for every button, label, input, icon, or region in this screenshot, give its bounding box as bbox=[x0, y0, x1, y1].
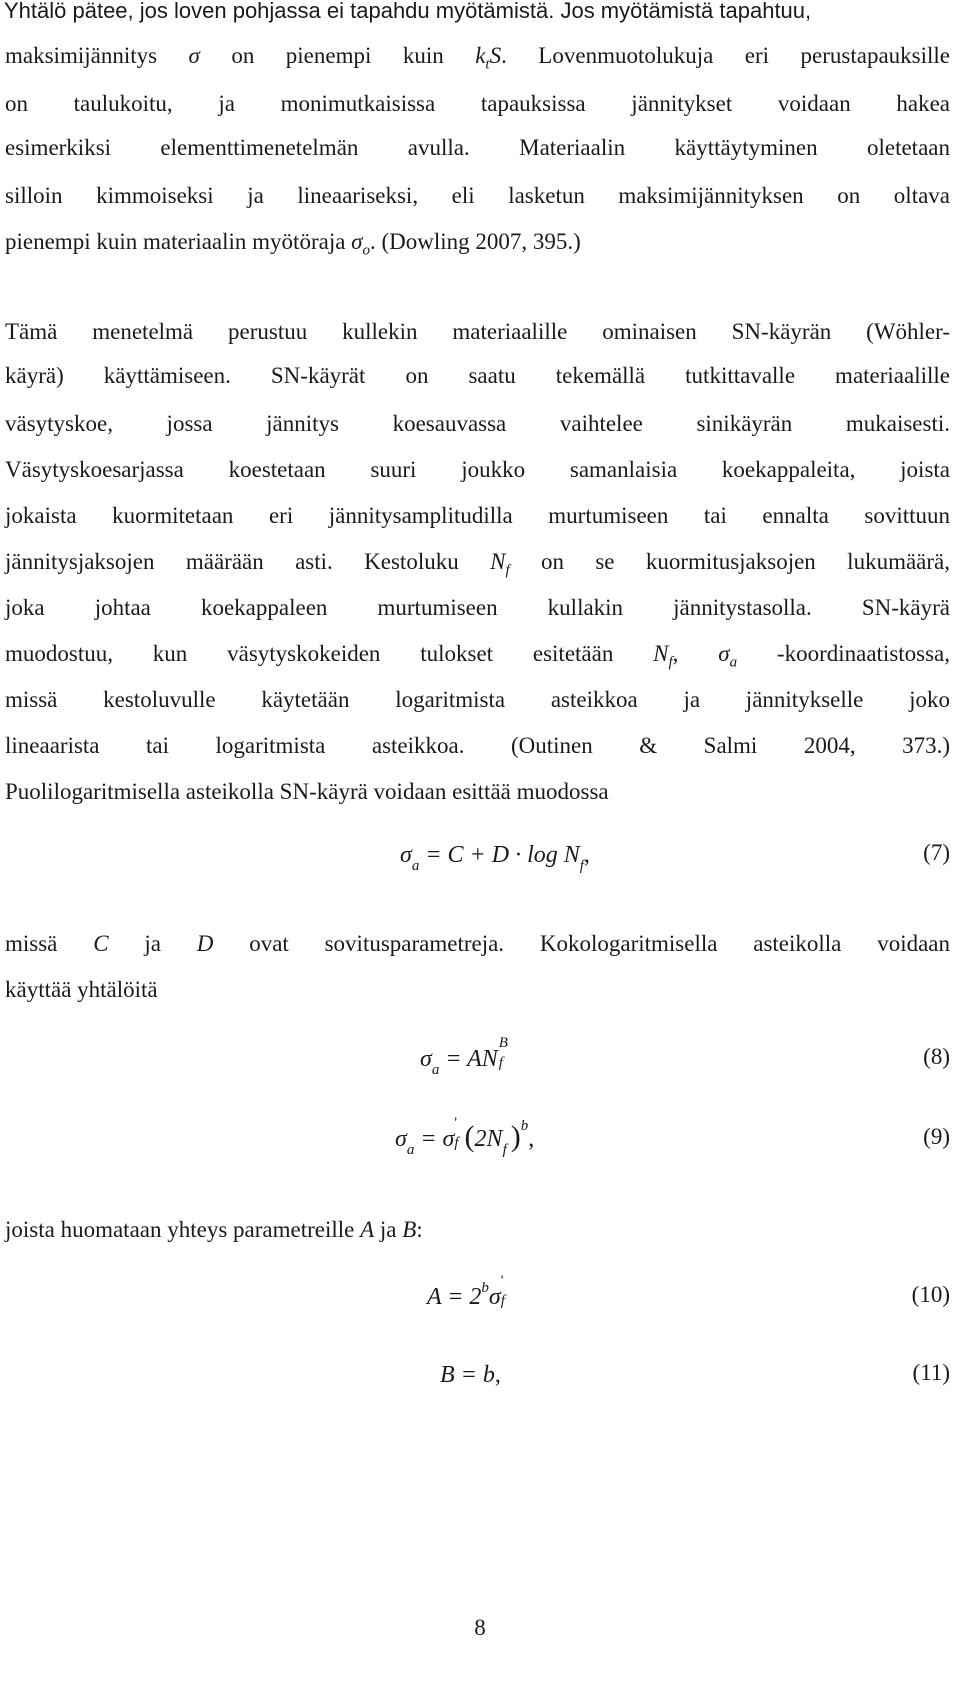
eq-term: = AN bbox=[445, 1046, 498, 1072]
equation-number: (7) bbox=[923, 840, 950, 865]
eq-paren: ( bbox=[464, 1120, 475, 1153]
eq-term: σ bbox=[400, 842, 412, 868]
text-line: Yhtälö pätee, jos loven pohjassa ei tapahdu myötämistä. Jos myötämistä tapahtuu, bbox=[4, 0, 812, 23]
equation-number: (9) bbox=[923, 1124, 950, 1149]
text-run: . Lovenmuotolukuja eri perustapauksille bbox=[501, 43, 950, 68]
o-subscript: o bbox=[362, 242, 371, 259]
equation-7 bbox=[400, 840, 590, 873]
eq-prime: ' bbox=[500, 1273, 504, 1290]
eq-superscript: b bbox=[520, 1118, 529, 1134]
eq-term: , bbox=[528, 1126, 535, 1152]
sigma-symbol: σ bbox=[188, 43, 200, 68]
d-symbol: D bbox=[196, 931, 214, 956]
f-subscript: f bbox=[668, 654, 673, 671]
text-run: : bbox=[416, 1217, 423, 1242]
text-run: maksimijännitys bbox=[5, 43, 189, 68]
text-line: käyrä) käyttämiseen. SN-käyrät on saatu tekemällä tutkittavalle materiaalille bbox=[5, 363, 950, 388]
eq-superscript: B bbox=[498, 1035, 508, 1052]
text-line bbox=[5, 548, 950, 585]
text-line: lineaarista tai logaritmista asteikkoa. (Outinen & Salmi 2004, 373.) bbox=[5, 733, 950, 758]
eq-prime: ' bbox=[454, 1115, 458, 1132]
sigma-symbol: σ bbox=[351, 229, 363, 254]
text-run: , bbox=[672, 641, 719, 666]
text-line: missä kestoluvulle käytetään logaritmista asteikkoa ja jännitykselle joko bbox=[5, 687, 950, 712]
text-run: jännitysjaksojen määrään asti. Kestoluku bbox=[5, 549, 491, 574]
text-run: ja bbox=[374, 1217, 403, 1242]
c-symbol: C bbox=[93, 931, 109, 956]
eq-term: , bbox=[494, 1362, 501, 1388]
eq-subscript: a bbox=[431, 1062, 440, 1078]
eq-term: σ bbox=[395, 1126, 407, 1152]
text-line bbox=[5, 228, 950, 265]
eq-subscript: a bbox=[411, 858, 420, 874]
eq-script-stack bbox=[498, 1035, 508, 1072]
eq-term: σ bbox=[488, 1284, 501, 1310]
equation-10 bbox=[427, 1273, 505, 1315]
text-line: jokaista kuormitetaan eri jännitysamplitudilla murtumiseen tai ennalta sovittuun bbox=[5, 503, 950, 528]
n-symbol: N bbox=[490, 549, 506, 574]
n-symbol: N bbox=[653, 641, 669, 666]
a-subscript: a bbox=[729, 654, 738, 671]
text-line: Puolilogaritmisella asteikolla SN-käyrä voidaan esittää muodossa bbox=[5, 779, 609, 804]
eq-term: A = 2 bbox=[427, 1284, 482, 1310]
text-line bbox=[5, 42, 950, 79]
eq-subscript: f bbox=[500, 1293, 505, 1310]
eq-term: 2N bbox=[474, 1126, 503, 1152]
text-run: on se kuormitusjaksojen lukumäärä, bbox=[509, 549, 950, 574]
eq-script-stack bbox=[500, 1273, 505, 1310]
eq-subscript: f bbox=[498, 1055, 503, 1072]
equation-number: (11) bbox=[912, 1360, 950, 1385]
eq-script-stack bbox=[454, 1115, 459, 1152]
text-run: pienempi kuin materiaalin myötöraja bbox=[5, 229, 352, 254]
text-line: Tämä menetelmä perustuu kullekin materiaalille ominaisen SN-käyrän (Wöhler- bbox=[5, 319, 950, 344]
equation-11 bbox=[440, 1360, 501, 1390]
eq-subscript: f bbox=[502, 1142, 507, 1158]
b-symbol: B bbox=[402, 1217, 417, 1242]
eq-subscript: f bbox=[454, 1135, 459, 1152]
eq-term: σ bbox=[420, 1046, 432, 1072]
equation-8 bbox=[420, 1035, 508, 1078]
text-run: joista huomataan yhteys parametreille bbox=[5, 1217, 361, 1242]
eq-term: B = b bbox=[440, 1362, 495, 1388]
text-line bbox=[5, 930, 950, 958]
f-subscript: f bbox=[505, 562, 510, 579]
equation-number: (10) bbox=[911, 1282, 950, 1307]
kt-symbol: k bbox=[475, 43, 486, 68]
text-line bbox=[5, 640, 950, 677]
eq-term: , bbox=[583, 842, 590, 868]
text-line: joka johtaa koekappaleen murtumiseen kullakin jännitystasolla. SN-käyrä bbox=[5, 595, 950, 620]
text-line: esimerkiksi elementtimenetelmän avulla. Materiaalin käyttäytyminen oletetaan bbox=[5, 135, 950, 160]
eq-subscript: f bbox=[579, 858, 584, 874]
t-subscript: t bbox=[485, 56, 490, 73]
eq-subscript: a bbox=[406, 1142, 415, 1158]
text-run: -koordinaatistossa, bbox=[737, 641, 951, 666]
eq-superscript: b bbox=[481, 1280, 489, 1296]
text-run: ja bbox=[108, 931, 197, 956]
text-run: . (Dowling 2007, 395.) bbox=[370, 229, 581, 254]
text-line: käyttää yhtälöitä bbox=[5, 977, 158, 1002]
equation-9 bbox=[395, 1115, 535, 1158]
page-number: 8 bbox=[474, 1615, 486, 1640]
eq-term: = σ bbox=[420, 1126, 455, 1152]
s-symbol: S bbox=[489, 43, 502, 68]
a-symbol: A bbox=[360, 1217, 375, 1242]
text-run: missä bbox=[5, 931, 94, 956]
text-line: väsytyskoe, jossa jännitys koesauvassa vaihtelee sinikäyrän mukaisesti. bbox=[5, 411, 950, 436]
equation-number: (8) bbox=[923, 1044, 950, 1069]
eq-term: = C + D · log N bbox=[425, 842, 580, 868]
text-line: on taulukoitu, ja monimutkaisissa tapauksissa jännitykset voidaan hakea bbox=[5, 91, 950, 116]
text-line: silloin kimmoiseksi ja lineaariseksi, eli lasketun maksimijännityksen on oltava bbox=[5, 183, 950, 208]
eq-paren: ) bbox=[510, 1120, 521, 1153]
text-run: on pienempi kuin bbox=[199, 43, 476, 68]
text-line bbox=[5, 1216, 950, 1244]
text-line: Väsytyskoesarjassa koestetaan suuri joukko samanlaisia koekappaleita, joista bbox=[5, 457, 950, 482]
sigma-symbol: σ bbox=[718, 641, 730, 666]
text-run: ovat sovitusparametreja. Kokologaritmisella asteikolla voidaan bbox=[213, 931, 950, 956]
text-run: muodostuu, kun väsytyskokeiden tulokset esitetään bbox=[5, 641, 654, 666]
